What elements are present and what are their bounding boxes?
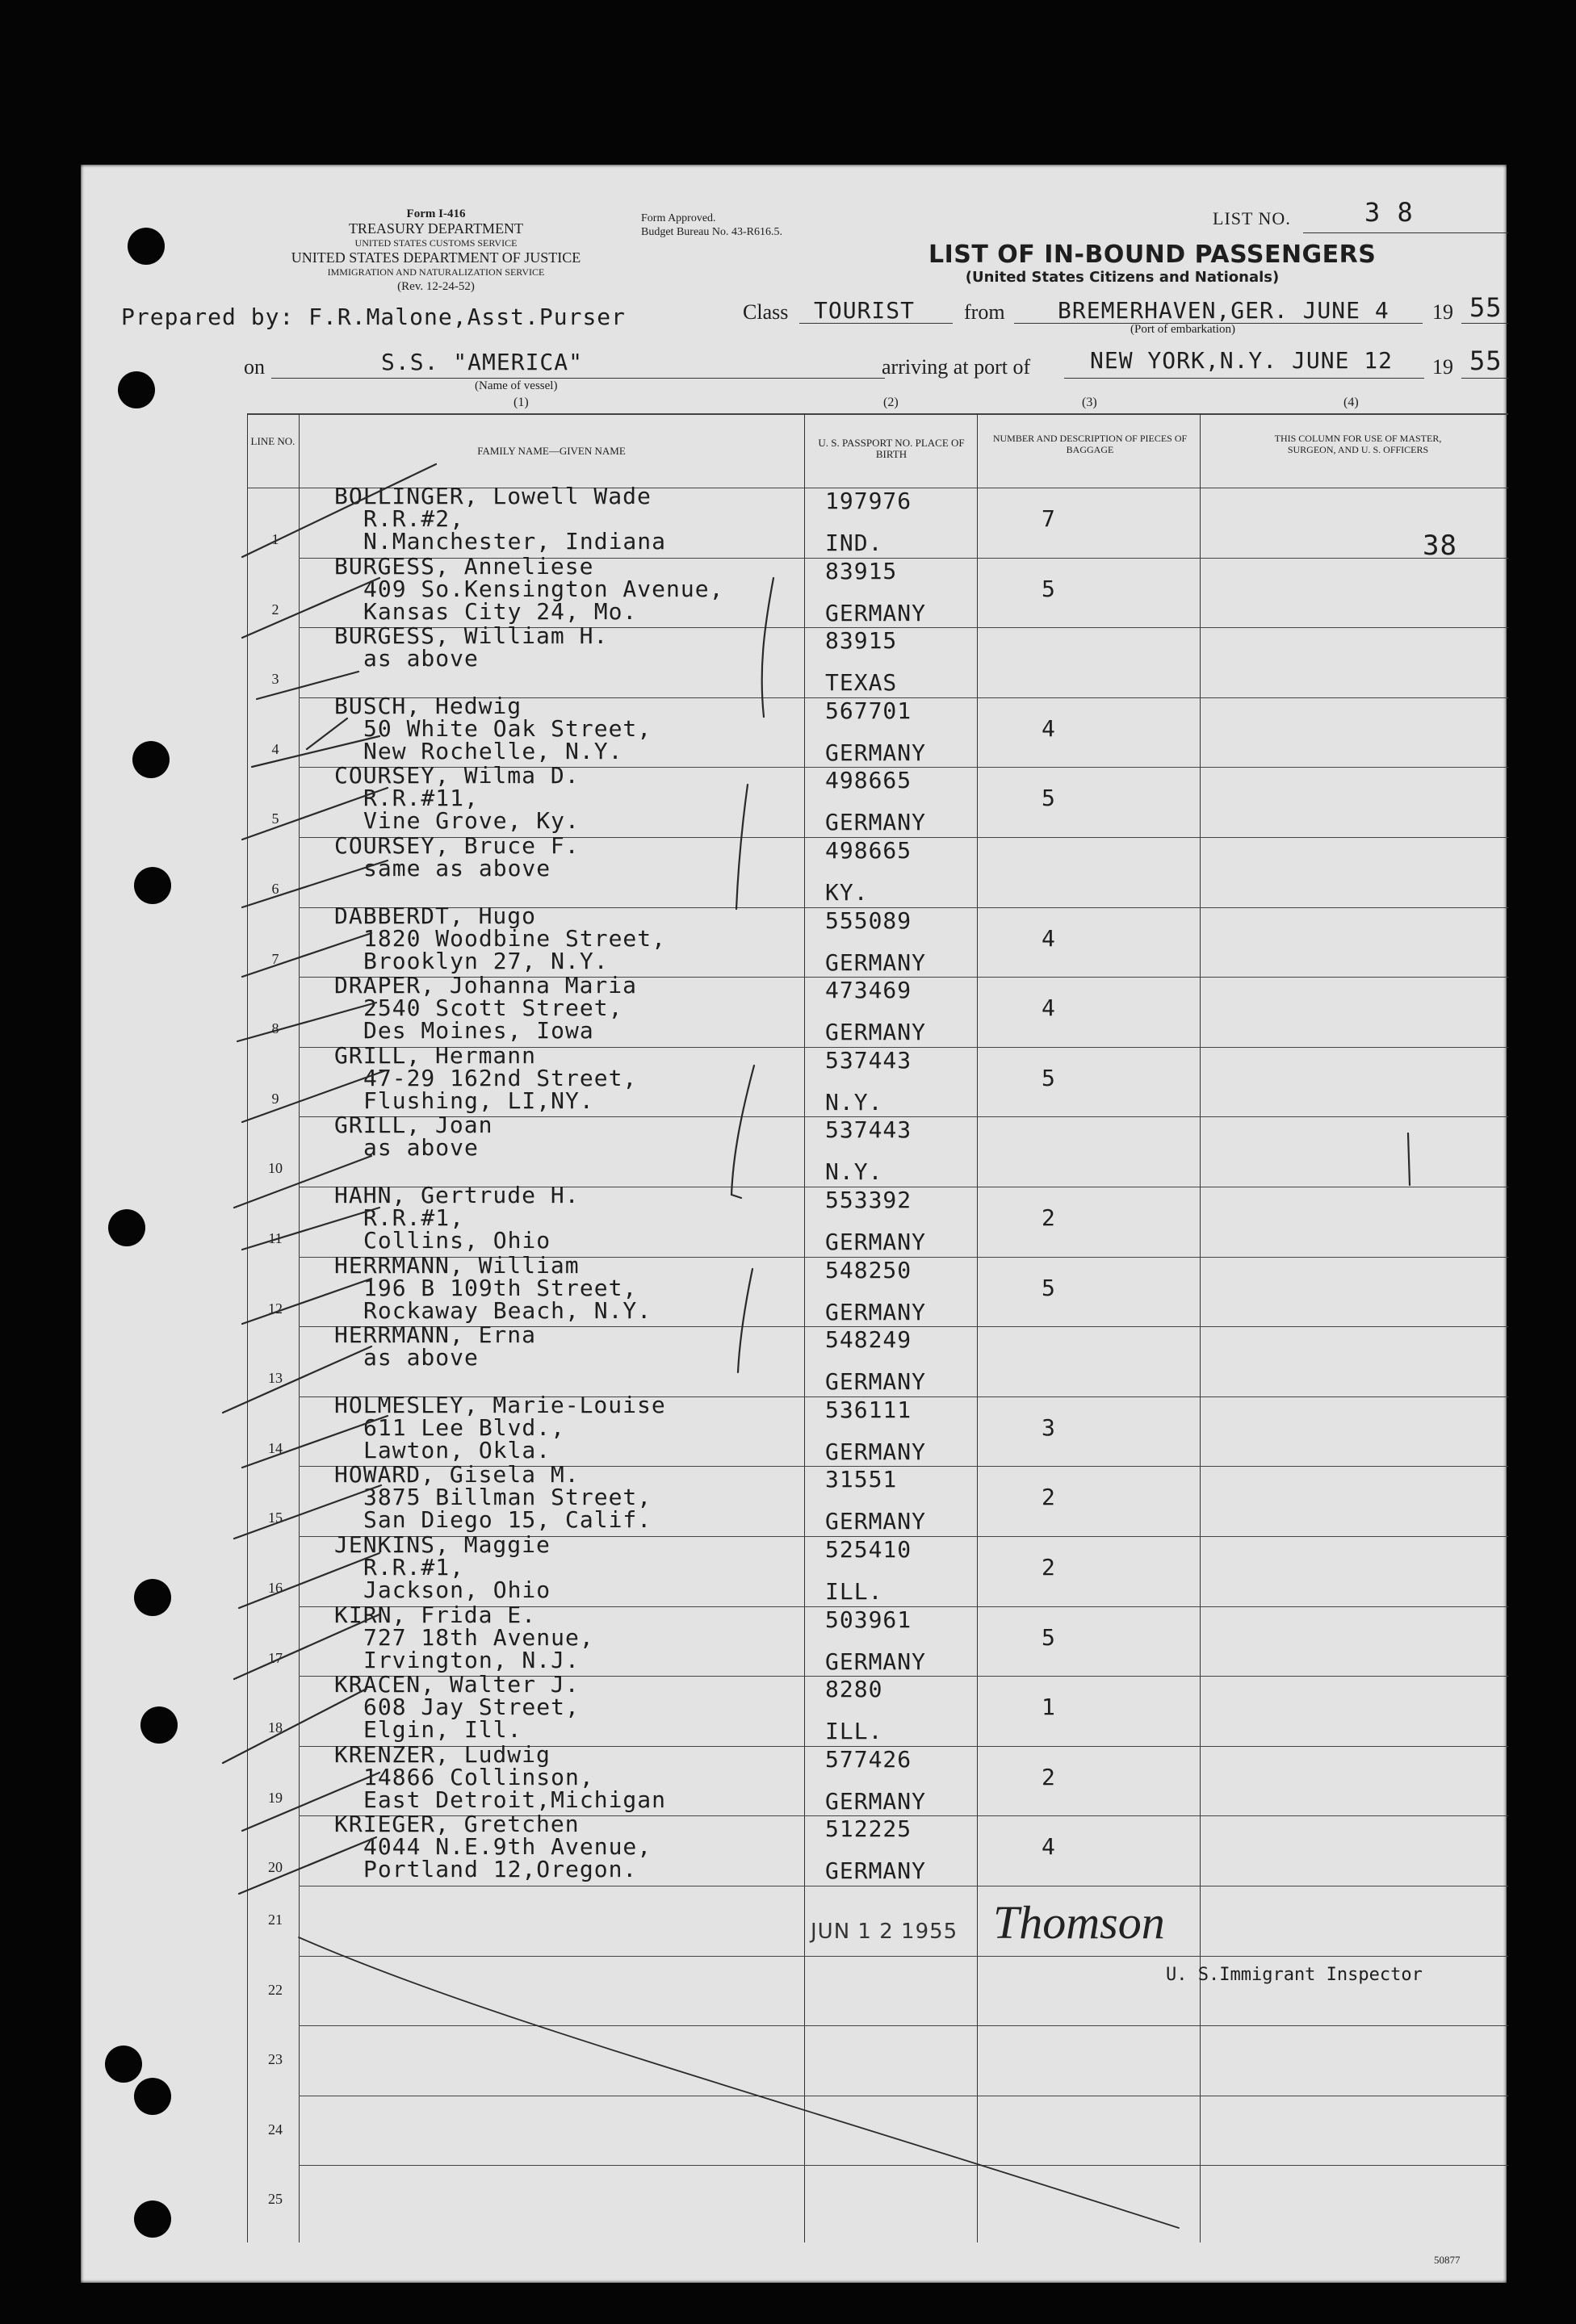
passenger-name: DRAPER, Johanna Maria	[334, 972, 638, 999]
passenger-address-line1: 47-29 162nd Street,	[363, 1064, 638, 1091]
passenger-address-line1: 611 Lee Blvd.,	[363, 1413, 566, 1441]
place-of-birth: GERMANY	[825, 1229, 927, 1255]
line-number: 2	[271, 601, 279, 618]
baggage-count: 4	[1042, 714, 1056, 742]
passenger-address-line2: Elgin, Ill.	[363, 1716, 522, 1744]
officer-note: 38	[1423, 530, 1457, 562]
passport-number: 31551	[825, 1466, 898, 1493]
bracket-mark	[738, 1269, 752, 1372]
from-label: from	[964, 300, 1005, 324]
check-mark	[223, 1689, 367, 1763]
baggage-count: 5	[1042, 1623, 1056, 1651]
place-of-birth: IND.	[825, 530, 883, 556]
passport-number: 577426	[825, 1745, 912, 1773]
bracket-mark	[762, 578, 773, 717]
check-mark	[257, 672, 358, 699]
place-of-birth: GERMANY	[825, 599, 927, 626]
passenger-address-line2: Des Moines, Iowa	[363, 1017, 594, 1045]
line-number: 11	[268, 1230, 283, 1246]
column-header-name: FAMILY NAME—GIVEN NAME	[477, 445, 626, 457]
passenger-address-line1: R.R.#11,	[363, 785, 479, 812]
baggage-count: 5	[1042, 1274, 1056, 1301]
place-of-birth: GERMANY	[825, 1857, 927, 1885]
passenger-address-line1: R.R.#1,	[363, 1204, 465, 1231]
departure-year: 55	[1469, 292, 1503, 323]
passport-number: 473469	[825, 977, 912, 1004]
line-number: 23	[268, 2051, 283, 2068]
check-mark	[242, 578, 379, 638]
passenger-address-line2: Jackson, Ohio	[363, 1577, 551, 1603]
passenger-name: GRILL, Joan	[334, 1112, 493, 1139]
passport-number: 197976	[825, 488, 912, 514]
baggage-count: 4	[1042, 924, 1056, 952]
passenger-address-line2: Collins, Ohio	[363, 1227, 551, 1254]
check-mark	[237, 1003, 376, 1041]
passenger-address-line1: R.R.#1,	[363, 1554, 465, 1581]
column-number-2: (2)	[883, 396, 899, 409]
tick-mark	[1408, 1133, 1410, 1185]
form-revision: (Rev. 12-24-52)	[397, 280, 475, 293]
place-of-birth: GERMANY	[825, 1438, 927, 1465]
passenger-address-line2: Flushing, LI,NY.	[363, 1087, 594, 1114]
passport-number: 537443	[825, 1046, 912, 1074]
column-number-4: (4)	[1343, 396, 1359, 409]
passport-number: 548249	[825, 1326, 912, 1354]
passenger-address-line2: San Diego 15, Calif.	[363, 1506, 652, 1534]
passenger-name: HAHN, Gertrude H.	[334, 1182, 580, 1208]
baggage-count: 5	[1042, 785, 1056, 812]
passenger-address-line1: 2540 Scott Street,	[363, 995, 623, 1022]
passenger-address-line1: 409 So.Kensington Avenue,	[363, 575, 724, 602]
passenger-address-line2: N.Manchester, Indiana	[363, 528, 667, 555]
passenger-address-line1: as above	[363, 1134, 479, 1162]
passport-number: 553392	[825, 1187, 912, 1213]
place-of-birth: GERMANY	[825, 1508, 927, 1535]
line-number: 3	[271, 671, 279, 688]
passenger-name: BURGESS, Anneliese	[334, 552, 594, 580]
passenger-name: KRACEN, Walter J.	[334, 1671, 580, 1698]
passenger-name: HERRMANN, Erna	[334, 1321, 537, 1349]
baggage-count: 5	[1042, 575, 1056, 602]
passport-number: 503961	[825, 1606, 912, 1633]
passenger-address-line2: East Detroit,Michigan	[363, 1786, 667, 1813]
inspector-caption: U. S.Immigrant Inspector	[1166, 1965, 1423, 1985]
passenger-name: HERRMANN, William	[334, 1251, 580, 1279]
department-name: TREASURY DEPARTMENT	[348, 220, 524, 237]
passenger-name: DABBERDT, Hugo	[334, 902, 537, 929]
passenger-address-line1: 727 18th Avenue,	[363, 1623, 594, 1651]
place-of-birth: N.Y.	[825, 1158, 883, 1186]
line-number: 9	[271, 1090, 279, 1107]
passenger-name: KRIEGER, Gretchen	[334, 1811, 580, 1838]
passport-number: 8280	[825, 1676, 883, 1703]
passport-number: 537443	[825, 1116, 912, 1144]
line-number: 20	[268, 1859, 283, 1876]
line-number: 19	[268, 1789, 283, 1806]
form-approved: Form Approved.	[641, 212, 716, 224]
passenger-address-line1: 196 B 109th Street,	[363, 1274, 638, 1301]
port-of-arrival: NEW YORK,N.Y. JUNE 12	[1090, 347, 1394, 374]
passenger-address-line2: Vine Grove, Ky.	[363, 807, 580, 835]
passport-number: 498665	[825, 837, 912, 864]
line-number: 5	[271, 810, 279, 827]
passenger-address-line1: same as above	[363, 855, 551, 881]
year-prefix-2: 19	[1432, 355, 1453, 379]
passenger-address-line2: Irvington, N.J.	[363, 1646, 580, 1673]
line-number: 22	[268, 1981, 283, 1998]
passenger-address-line1: 50 White Oak Street,	[363, 714, 652, 742]
baggage-count: 7	[1042, 505, 1056, 532]
check-mark	[242, 1279, 371, 1324]
vessel-name: S.S. "AMERICA"	[381, 349, 584, 375]
vessel-caption: (Name of vessel)	[475, 379, 558, 392]
line-number: 18	[268, 1719, 283, 1736]
place-of-birth: GERMANY	[825, 948, 927, 976]
baggage-count: 2	[1042, 1554, 1056, 1581]
passenger-name: HOLMESLEY, Marie-Louise	[334, 1391, 666, 1418]
passenger-name: BUSCH, Hedwig	[334, 692, 522, 719]
line-number: 1	[271, 531, 279, 547]
passenger-address-line2: Portland 12,Oregon.	[363, 1856, 638, 1883]
passenger-name: GRILL, Hermann	[334, 1041, 537, 1069]
column-header-officers: THIS COLUMN FOR USE OF MASTER, SURGEON, AND U. S. OFFICERS	[1274, 433, 1442, 455]
line-number: 25	[268, 2191, 283, 2208]
on-label: on	[244, 355, 265, 379]
passenger-address-line1: 14866 Collinson,	[363, 1763, 594, 1790]
line-number: 15	[268, 1510, 283, 1526]
passport-number: 512225	[825, 1815, 912, 1843]
passport-number: 83915	[825, 557, 898, 584]
line-number: 17	[268, 1649, 283, 1666]
passenger-address-line1: 4044 N.E.9th Avenue,	[363, 1833, 652, 1861]
date-stamp: JUN 1 2 1955	[811, 1920, 958, 1944]
place-of-birth: TEXAS	[825, 669, 898, 697]
check-mark	[242, 1773, 379, 1831]
bracket-mark	[736, 785, 748, 909]
passport-number: 525410	[825, 1536, 912, 1563]
passenger-name: BOLLINGER, Lowell Wade	[334, 483, 652, 509]
page-title: LIST OF IN-BOUND PASSENGERS	[928, 241, 1377, 269]
passenger-address-line1: R.R.#2,	[363, 505, 465, 532]
passport-number: 83915	[825, 627, 898, 655]
baggage-count: 5	[1042, 1064, 1056, 1091]
passenger-address-line2: New Rochelle, N.Y.	[363, 737, 623, 764]
passenger-name: JENKINS, Maggie	[334, 1531, 551, 1558]
line-number: 14	[268, 1439, 283, 1456]
baggage-count: 2	[1042, 1763, 1056, 1790]
passport-number: 555089	[825, 907, 912, 934]
passenger-address-line2: Kansas City 24, Mo.	[363, 597, 638, 625]
place-of-birth: GERMANY	[825, 1648, 927, 1675]
passport-number: 536111	[825, 1396, 912, 1423]
arrival-year: 55	[1469, 345, 1503, 376]
place-of-birth: N.Y.	[825, 1088, 883, 1116]
check-mark	[242, 464, 436, 557]
baggage-count: 4	[1042, 1833, 1056, 1861]
line-number: 10	[268, 1160, 283, 1177]
place-of-birth: GERMANY	[825, 809, 927, 836]
ins-service: IMMIGRATION AND NATURALIZATION SERVICE	[327, 266, 545, 278]
arriving-label: arriving at port of	[882, 355, 1031, 379]
passenger-name: KIRN, Frida E.	[334, 1601, 537, 1628]
class-label: Class	[743, 300, 789, 324]
check-mark	[242, 1416, 388, 1468]
check-mark	[242, 1070, 386, 1122]
place-of-birth: KY.	[825, 879, 869, 906]
place-of-birth: GERMANY	[825, 739, 927, 766]
prepared-by: Prepared by: F.R.Malone,Asst.Purser	[121, 304, 627, 330]
list-no-value: 3 8	[1364, 197, 1414, 228]
check-mark	[223, 1346, 371, 1413]
check-mark	[234, 1156, 371, 1208]
baggage-count: 1	[1042, 1694, 1056, 1721]
check-mark	[242, 1208, 379, 1250]
passenger-address-line2: Brooklyn 27, N.Y.	[363, 947, 609, 974]
check-mark	[239, 1837, 376, 1894]
line-number: 12	[268, 1300, 283, 1317]
line-number: 6	[271, 881, 279, 897]
line-number: 4	[271, 740, 279, 757]
passport-number: 548250	[825, 1256, 912, 1283]
inspector-signature: Thomson	[993, 1896, 1165, 1949]
line-number: 21	[268, 1912, 283, 1928]
passenger-address-line2: Lawton, Okla.	[363, 1436, 551, 1463]
line-number: 13	[268, 1370, 283, 1387]
customs-service: UNITED STATES CUSTOMS SERVICE	[354, 237, 518, 249]
passenger-name: KRENZER, Ludwig	[334, 1740, 551, 1768]
check-mark	[242, 861, 388, 907]
place-of-birth: ILL.	[825, 1718, 883, 1745]
line-number: 7	[271, 950, 279, 967]
class-value: TOURIST	[814, 297, 916, 324]
place-of-birth: ILL.	[825, 1578, 883, 1605]
list-no-label: LIST NO.	[1213, 208, 1291, 228]
passenger-name: COURSEY, Wilma D.	[334, 762, 580, 789]
column-number-3: (3)	[1082, 396, 1097, 409]
form-number: Form I-416	[406, 207, 466, 220]
year-prefix: 19	[1432, 300, 1453, 324]
passenger-address-line2: Rockaway Beach, N.Y.	[363, 1296, 652, 1324]
line-number: 24	[268, 2121, 283, 2138]
place-of-birth: GERMANY	[825, 1787, 927, 1815]
embark-caption: (Port of embarkation)	[1130, 323, 1235, 336]
baggage-count: 2	[1042, 1484, 1056, 1511]
passenger-name: HOWARD, Gisela M.	[334, 1461, 580, 1489]
bracket-mark	[731, 1066, 754, 1198]
passenger-address-line1: 608 Jay Street,	[363, 1694, 580, 1721]
baggage-count: 3	[1042, 1413, 1056, 1441]
passport-number: 498665	[825, 767, 912, 794]
passenger-address-line1: as above	[363, 645, 479, 672]
passenger-name: BURGESS, William H.	[334, 622, 609, 650]
check-mark	[234, 1485, 381, 1539]
check-mark	[252, 718, 379, 767]
justice-department: UNITED STATES DEPARTMENT OF JUSTICE	[291, 249, 581, 266]
passenger-address-line1: 3875 Billman Street,	[363, 1484, 652, 1511]
passenger-address-line1: 1820 Woodbine Street,	[363, 924, 667, 952]
form-code: 50877	[1434, 2254, 1461, 2266]
budget-bureau: Budget Bureau No. 43-R616.5.	[641, 226, 782, 238]
line-number: 16	[268, 1580, 283, 1596]
port-of-embarkation: BREMERHAVEN,GER. JUNE 4	[1058, 297, 1389, 324]
place-of-birth: GERMANY	[825, 1019, 927, 1046]
baggage-count: 2	[1042, 1204, 1056, 1231]
check-mark	[242, 788, 388, 840]
baggage-count: 4	[1042, 995, 1056, 1022]
place-of-birth: GERMANY	[825, 1298, 927, 1325]
check-mark	[242, 933, 371, 977]
passenger-name: COURSEY, Bruce F.	[334, 832, 580, 859]
place-of-birth: GERMANY	[825, 1368, 927, 1396]
passenger-address-line1: as above	[363, 1344, 479, 1371]
page-subtitle: (United States Citizens and Nationals)	[965, 269, 1280, 286]
column-header-passport: U. S. PASSPORT NO. PLACE OF BIRTH	[818, 437, 965, 460]
column-header-baggage: NUMBER AND DESCRIPTION OF PIECES OF BAGGAGE	[992, 433, 1188, 455]
check-mark	[239, 1553, 379, 1608]
line-number: 8	[271, 1020, 279, 1037]
column-number-1: (1)	[513, 396, 529, 409]
passport-number: 567701	[825, 697, 912, 724]
column-header-line-no: LINE NO.	[250, 435, 296, 447]
check-mark	[234, 1614, 379, 1679]
cancel-line	[299, 1937, 1179, 2228]
